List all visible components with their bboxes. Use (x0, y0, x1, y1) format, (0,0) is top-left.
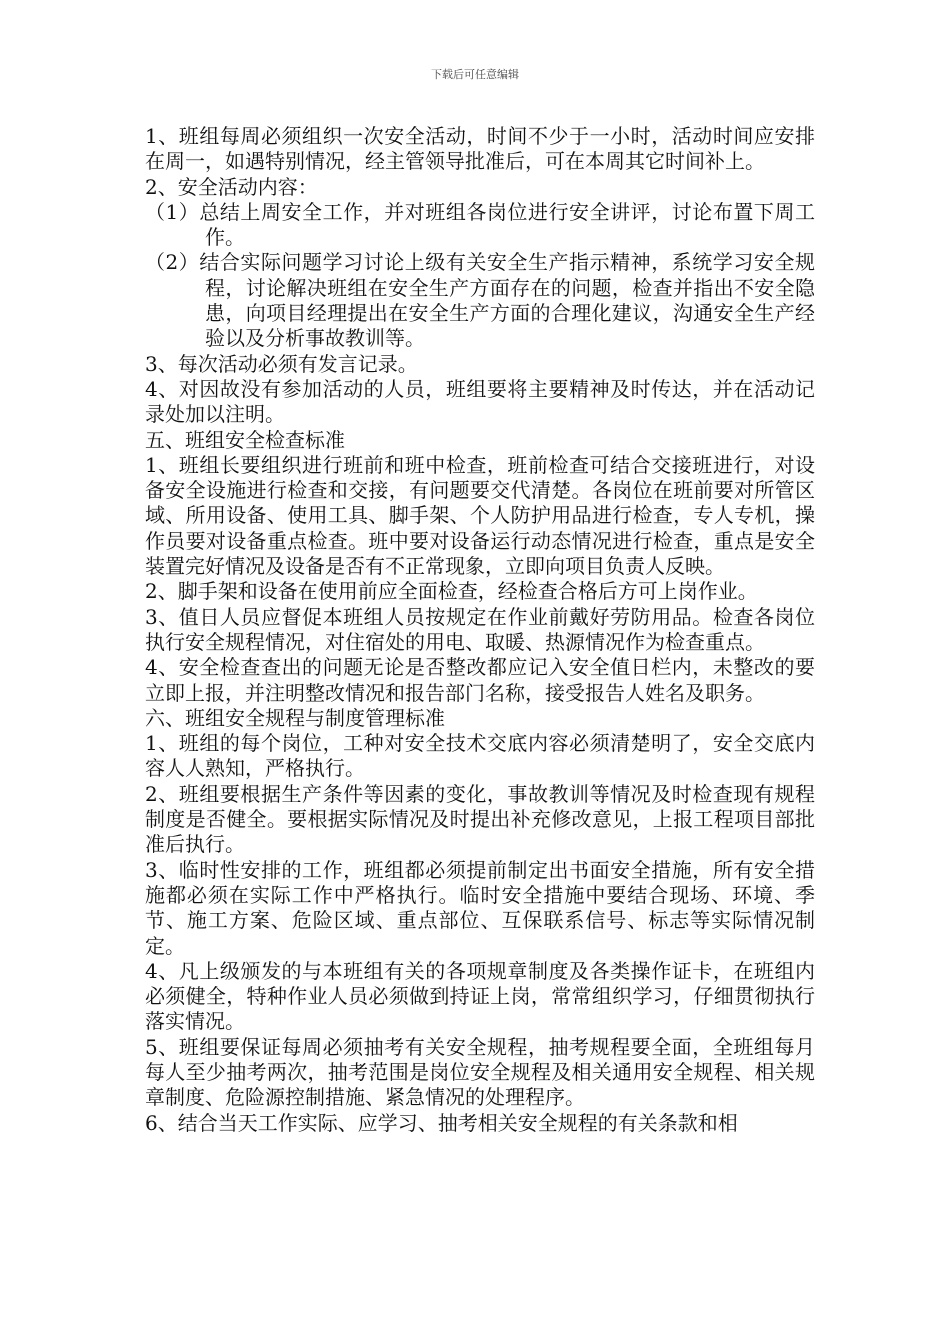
paragraph: 2、脚手架和设备在使用前应全面检查，经检查合格后方可上岗作业。 (145, 579, 758, 604)
paragraph: 5、班组要保证每周必须抽考有关安全规程，抽考规程要全面，全班组每月每人至少抽考两次，抽考范围是岗位安全规程及相关通用安全规程、相关规章制度、危险源控制措施、紧急情况的处理程序。 (145, 1034, 815, 1110)
paragraph: 4、凡上级颁发的与本班组有关的各项规章制度及各类操作证卡，在班组内必须健全，特种作业人员必须做到持证上岗，常常组织学习，仔细贯彻执行落实情况。 (145, 958, 815, 1034)
paragraph: 1、班组长要组织进行班前和班中检查，班前检查可结合交接班进行，对设备安全设施进行检查和交接，有问题要交代清楚。各岗位在班前要对所管区域、所用设备、使用工具、脚手架、个人防护用品进行检查，专人专机，操作员要对设备重点检查。班中要对设备运行动态情况进行检查，重点是安全装置完好情况及设备是否有不正常现象，立即向项目负责人反映。 (145, 452, 815, 579)
sub-item: （1）总结上周安全工作，并对班组各岗位进行安全讲评，讨论布置下周工作。 (145, 199, 815, 250)
paragraph: 6、结合当天工作实际、应学习、抽考相关安全规程的有关条款和相 (145, 1110, 738, 1135)
paragraph: 1、班组的每个岗位，工种对安全技术交底内容必须清楚明了，安全交底内容人人熟知，严格执行。 (145, 731, 815, 781)
section-heading: 六、班组安全规程与制度管理标准 (145, 705, 445, 730)
paragraph: 1、班组每周必须组织一次安全活动，时间不少于一小时，活动时间应安排在周一，如遇特别情况，经主管领导批准后，可在本周其它时间补上。 (145, 124, 815, 174)
sub-item: （2）结合实际问题学习讨论上级有关安全生产指示精神，系统学习安全规程，讨论解决班组在安全生产方面存在的问题，检查并指出不安全隐患，向项目经理提出在安全生产方面的合理化建议，沟通安全生产经验以及分析事故教训等。 (145, 250, 815, 351)
document-body (145, 124, 815, 1136)
paragraph: 3、临时性安排的工作，班组都必须提前制定出书面安全措施，所有安全措施都必须在实际工作中严格执行。临时安全措施中要结合现场、环境、季节、施工方案、危险区域、重点部位、互保联系信号、标志等实际情况制定。 (145, 857, 815, 958)
paragraph: 3、每次活动必须有发言记录。 (145, 351, 418, 376)
paragraph: 4、对因故没有参加活动的人员，班组要将主要精神及时传达，并在活动记录处加以注明。 (145, 376, 815, 427)
paragraph: 3、值日人员应督促本班组人员按规定在作业前戴好劳防用品。检查各岗位执行安全规程情况，对住宿处的用电、取暖、热源情况作为检查重点。 (145, 604, 815, 654)
paragraph: 2、安全活动内容： (145, 174, 318, 199)
paragraph: 4、安全检查查出的问题无论是否整改都应记入安全值日栏内，未整改的要立即上报，并注明整改情况和报告部门名称，接受报告人姓名及职务。 (145, 655, 815, 705)
section-heading: 五、班组安全检查标准 (145, 427, 345, 452)
paragraph: 2、班组要根据生产条件等因素的变化，事故教训等情况及时检查现有规程制度是否健全。要根据实际情况及时提出补充修改意见，上报工程项目部批准后执行。 (145, 781, 815, 857)
page-header: 下载后可任意编辑 (431, 68, 519, 81)
